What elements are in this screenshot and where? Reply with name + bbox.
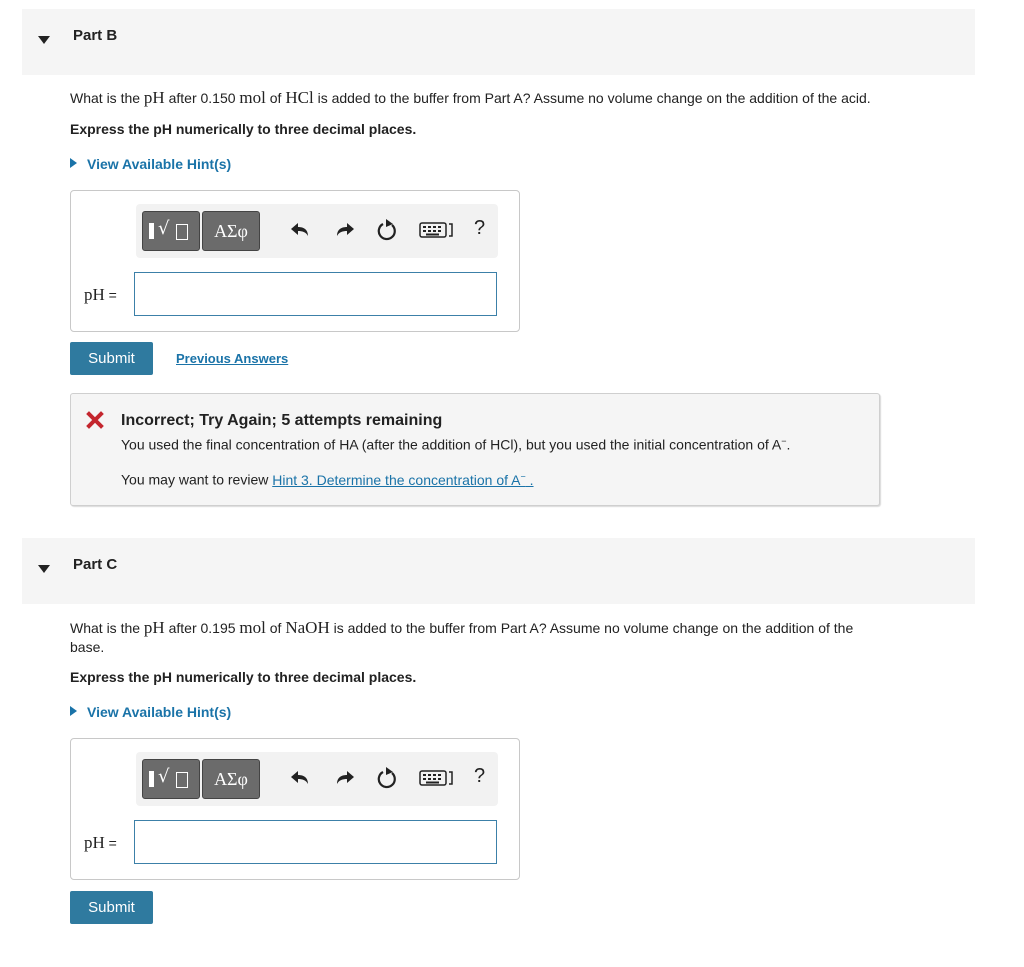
question-text: What is the pH after 0.150 mol of HCl is added to the buffer from Part A? Assume no volume change on the addition of the acid. <box>70 88 871 107</box>
previous-answers-link[interactable]: Previous Answers <box>176 351 289 366</box>
feedback-title: Incorrect; Try Again; 5 attempts remaining <box>121 412 443 429</box>
view-hints-link[interactable]: View Available Hint(s) <box>70 156 231 172</box>
ph-answer-input[interactable] <box>134 820 497 864</box>
feedback-review: You may want to review Hint 3. Determine the concentration of A− . <box>121 471 534 488</box>
expand-triangle-icon <box>70 158 77 168</box>
expand-triangle-icon <box>70 706 77 716</box>
instruction-text: Express the pH numerically to three decimal places. <box>70 669 417 685</box>
answer-box <box>70 190 520 332</box>
incorrect-x-icon <box>85 410 105 430</box>
feedback-panel <box>70 393 880 506</box>
collapse-caret-icon[interactable] <box>38 565 50 573</box>
help-button[interactable]: ? <box>474 217 486 239</box>
sqrt-icon: √ <box>158 766 170 787</box>
answer-label: pH = <box>84 833 117 852</box>
keyboard-shortcuts-icon[interactable] <box>419 769 455 792</box>
part-title: Part C <box>73 556 118 573</box>
help-button[interactable]: ? <box>474 765 486 787</box>
redo-icon[interactable] <box>331 217 357 243</box>
ph-answer-input[interactable] <box>134 272 497 316</box>
greek-symbols-button[interactable]: ΑΣφ <box>202 211 260 251</box>
view-hints-link[interactable]: View Available Hint(s) <box>70 704 231 720</box>
instruction-text: Express the pH numerically to three decimal places. <box>70 121 417 137</box>
submit-button[interactable]: Submit <box>70 342 153 375</box>
cursor-bar-icon <box>149 223 154 239</box>
math-toolbar <box>136 204 498 258</box>
templates-button[interactable] <box>142 211 200 251</box>
undo-icon[interactable] <box>288 765 314 791</box>
submit-button[interactable]: Submit <box>70 891 153 924</box>
greek-symbols-button[interactable]: ΑΣφ <box>202 759 260 799</box>
part-c-header[interactable] <box>22 538 975 604</box>
hint-3-link[interactable]: Hint 3. Determine the concentration of A− . <box>272 471 534 488</box>
part-title: Part B <box>73 27 118 44</box>
math-toolbar <box>136 752 498 806</box>
redo-icon[interactable] <box>331 765 357 791</box>
templates-button[interactable] <box>142 759 200 799</box>
keyboard-shortcuts-icon[interactable] <box>419 221 455 244</box>
sqrt-icon: √ <box>158 218 170 239</box>
placeholder-box-icon <box>176 224 188 240</box>
part-b-header[interactable] <box>22 9 975 75</box>
reset-icon[interactable] <box>374 765 400 791</box>
cursor-bar-icon <box>149 771 154 787</box>
question-text: What is the pH after 0.195 mol of NaOH is added to the buffer from Part A? Assume no volume change on the addition of the base. <box>70 618 854 655</box>
answer-label: pH = <box>84 285 117 304</box>
feedback-message: You used the final concentration of HA (after the addition of HCl), but you used the initial concentration of A−. <box>121 436 791 453</box>
reset-icon[interactable] <box>374 217 400 243</box>
answer-box <box>70 738 520 880</box>
undo-icon[interactable] <box>288 217 314 243</box>
collapse-caret-icon[interactable] <box>38 36 50 44</box>
placeholder-box-icon <box>176 772 188 788</box>
